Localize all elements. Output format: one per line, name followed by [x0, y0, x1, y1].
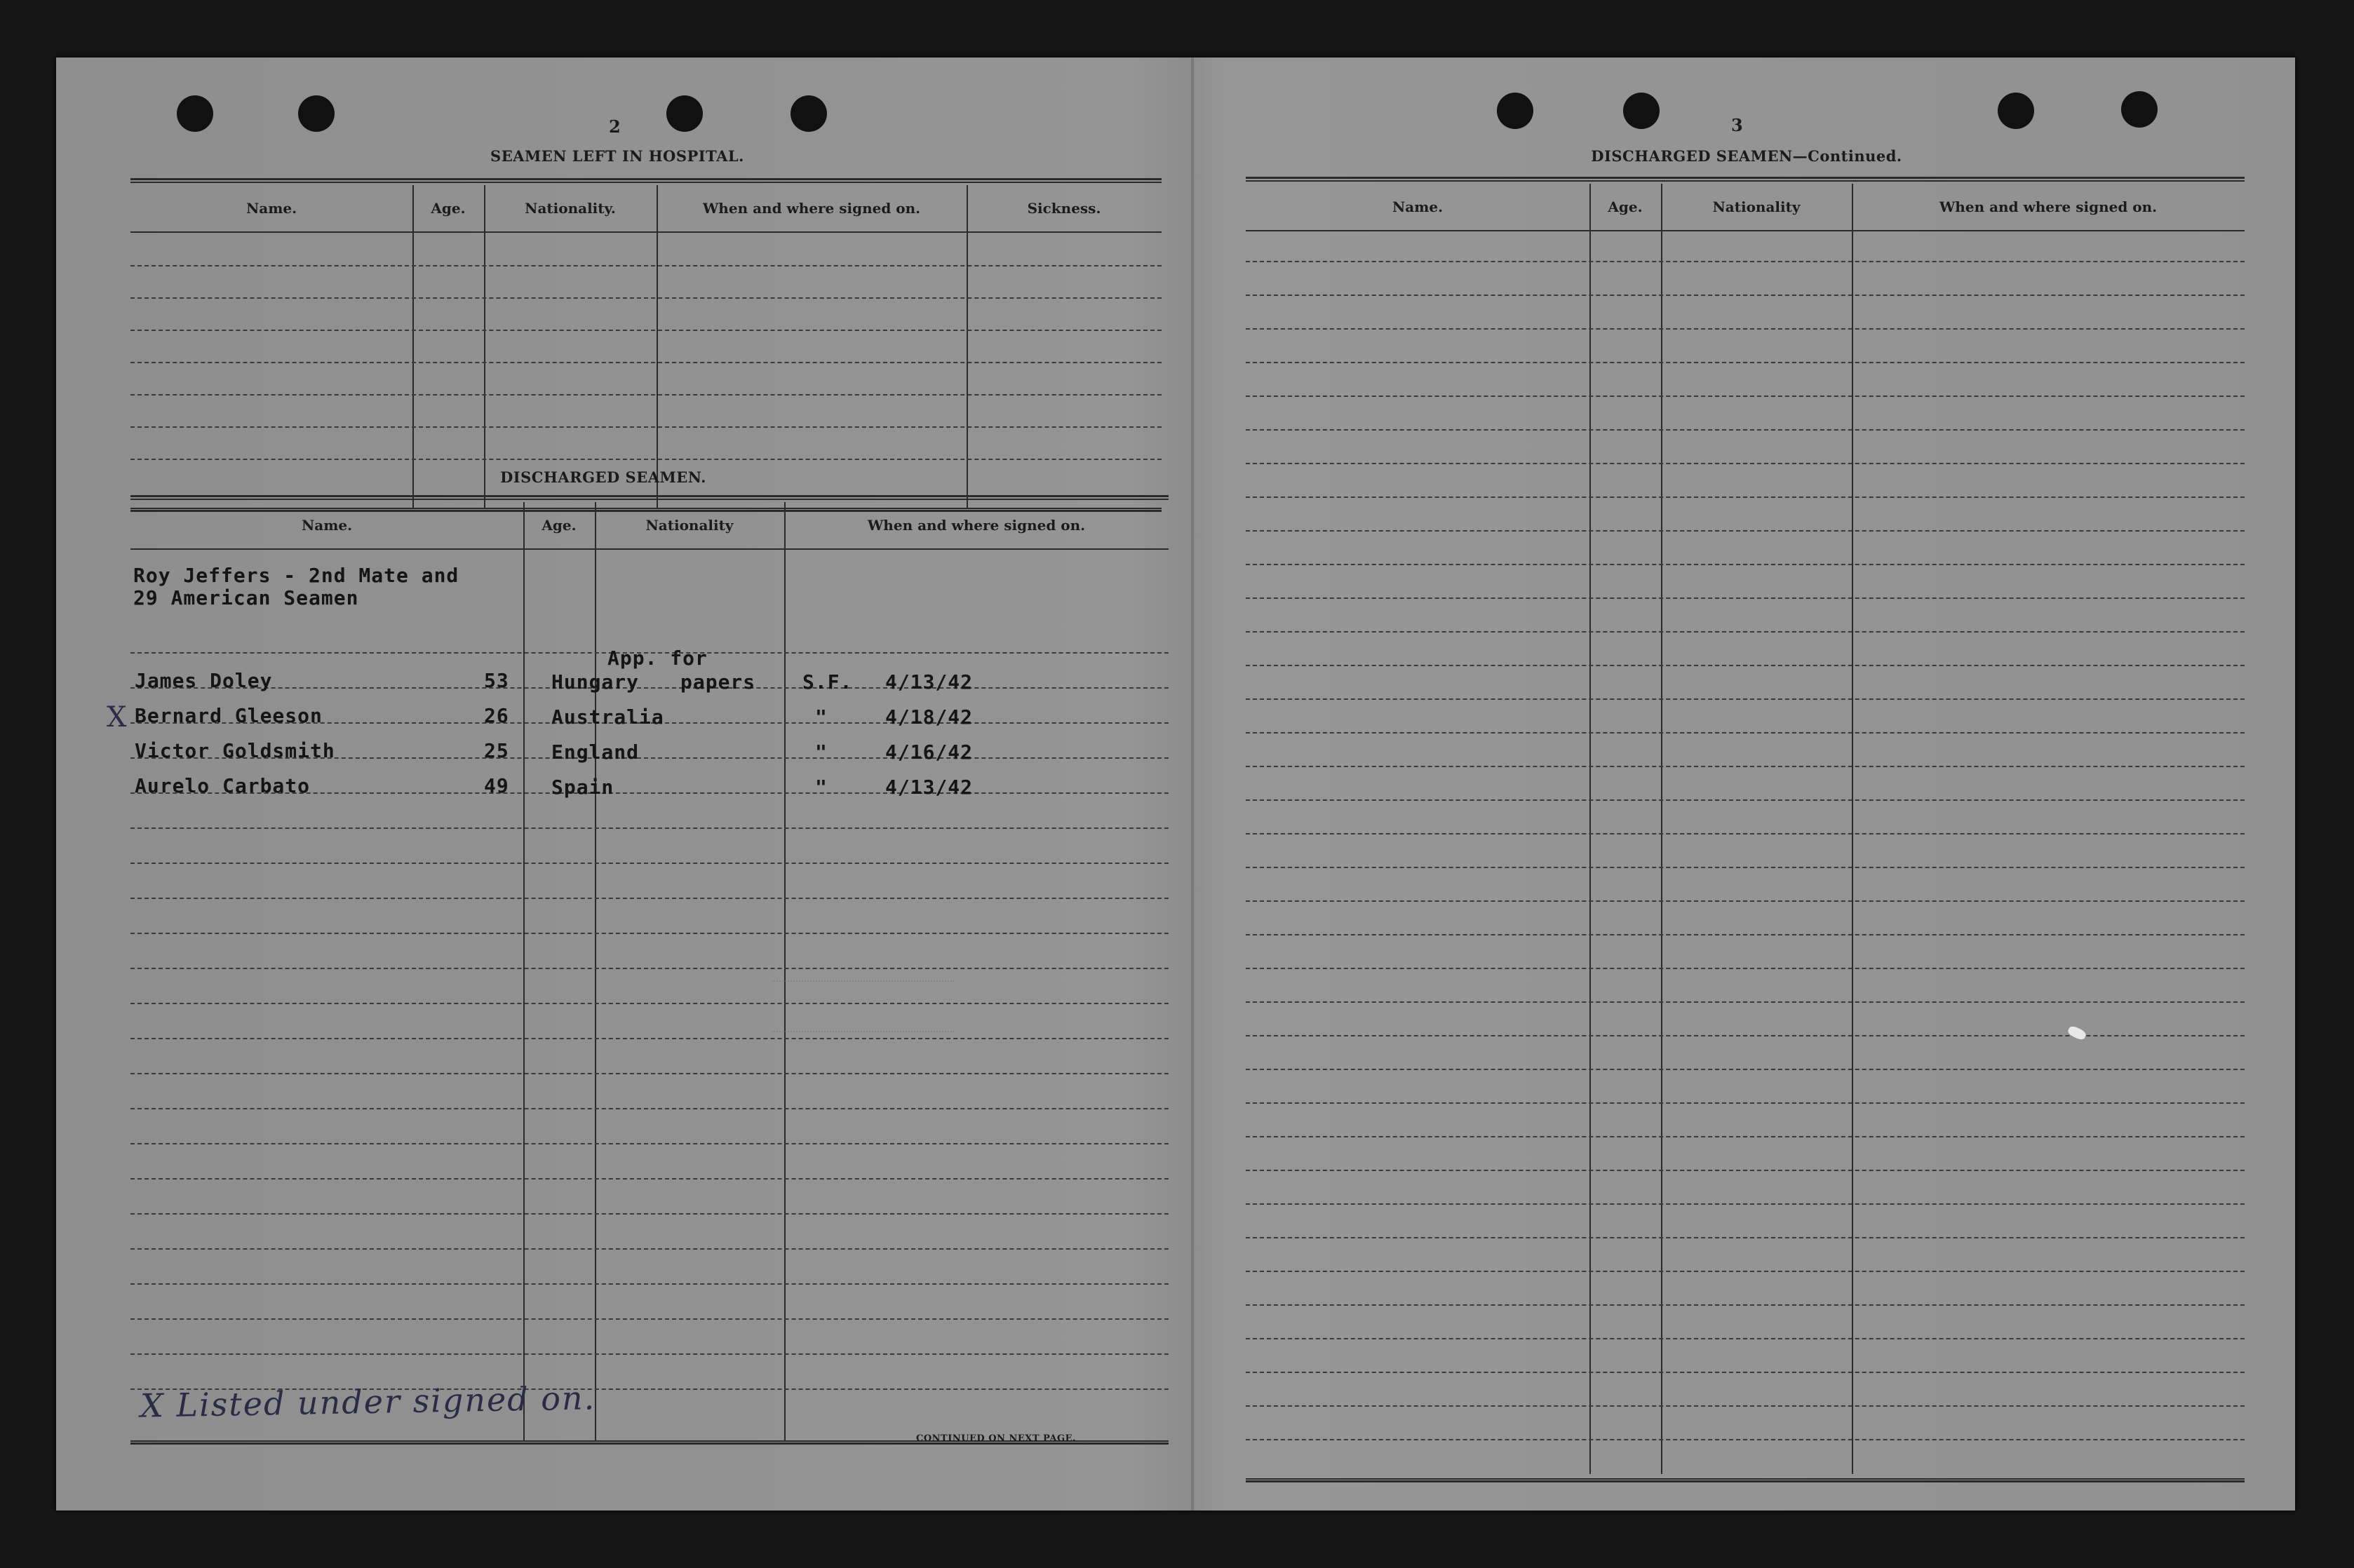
punch-hole	[298, 95, 335, 132]
seaman-date: 4/13/42	[885, 670, 974, 694]
col-name: Name.	[246, 200, 297, 217]
row-rule	[1246, 530, 2245, 532]
seaman-name: James Doley	[135, 669, 273, 692]
discharged-table-right	[1246, 177, 2245, 1489]
col-nationality: Nationality.	[525, 200, 616, 217]
row-rule	[1246, 261, 2245, 262]
row-rule	[1246, 900, 2245, 902]
seaman-date: 4/13/42	[885, 776, 974, 799]
seaman-place: "	[815, 741, 828, 764]
row-rule	[1246, 766, 2245, 767]
row-rule	[1246, 631, 2245, 633]
col-age: Age.	[431, 200, 466, 217]
punch-hole	[2121, 91, 2158, 128]
hospital-table	[130, 178, 1162, 516]
col-signed-on: When and where signed on.	[1939, 198, 2158, 215]
row-rule	[1246, 1439, 2245, 1440]
col-nationality: Nationality	[1712, 198, 1801, 215]
punch-hole	[177, 95, 213, 132]
discharged-table-left	[130, 495, 1169, 1456]
page-number-left: 2	[609, 116, 621, 137]
row-rule	[1246, 732, 2245, 734]
row-rule	[1246, 496, 2245, 498]
seaman-age: 26	[484, 704, 509, 727]
row-rule	[1246, 1069, 2245, 1070]
row-rule	[1246, 1372, 2245, 1373]
row-rule	[1246, 362, 2245, 363]
page-fold	[1191, 58, 1194, 1510]
row-rule	[1246, 1136, 2245, 1137]
punch-hole	[1497, 93, 1533, 129]
seaman-place: "	[815, 705, 828, 729]
hospital-section-title: SEAMEN LEFT IN HOSPITAL.	[490, 147, 744, 165]
note-line-2: 29 American Seamen	[133, 586, 359, 609]
row-rule	[1246, 396, 2245, 397]
col-nationality: Nationality	[645, 517, 734, 534]
row-rule	[1246, 597, 2245, 599]
seaman-name: Victor Goldsmith	[135, 739, 335, 762]
row-rule	[1246, 1203, 2245, 1205]
row-rule	[1246, 1338, 2245, 1339]
seaman-place: S.F.	[802, 670, 853, 694]
seaman-age: 49	[484, 774, 509, 797]
seaman-name: Aurelo Carbato	[135, 774, 311, 797]
seaman-place: "	[815, 776, 828, 799]
row-rule	[1246, 1405, 2245, 1407]
punch-hole	[1623, 93, 1660, 129]
row-rule	[1246, 328, 2245, 330]
seaman-age: 53	[484, 669, 509, 692]
row-rule	[1246, 867, 2245, 868]
x-mark: X	[107, 701, 128, 734]
discharged-continued-title: DISCHARGED SEAMEN—Continued.	[1591, 147, 1902, 165]
row-rule	[1246, 1271, 2245, 1272]
row-rule	[1246, 1237, 2245, 1238]
row-rule	[1246, 1170, 2245, 1171]
seaman-nationality: Australia	[551, 705, 664, 729]
note-line-1: Roy Jeffers - 2nd Mate and	[133, 564, 459, 587]
row-rule	[1246, 833, 2245, 834]
page-number-right: 3	[1731, 115, 1743, 135]
row-rule	[1246, 934, 2245, 935]
row-rule	[1246, 1001, 2245, 1003]
seaman-date: 4/18/42	[885, 705, 974, 729]
handwritten-note: X Listed under signed on.	[140, 1379, 596, 1425]
seaman-age: 25	[484, 739, 509, 762]
row-rule	[1246, 429, 2245, 431]
row-rule	[1246, 968, 2245, 969]
col-signed-on: When and where signed on.	[867, 517, 1086, 534]
col-signed-on: When and where signed on.	[702, 200, 921, 217]
col-name: Name.	[1392, 198, 1444, 215]
row-rule	[1246, 295, 2245, 296]
col-age: Age.	[1608, 198, 1643, 215]
row-rule	[1246, 665, 2245, 666]
document-sheet	[56, 58, 2295, 1510]
col-sickness: Sickness.	[1027, 200, 1101, 217]
row-rule	[1246, 463, 2245, 464]
row-rule	[1246, 1035, 2245, 1036]
col-name: Name.	[301, 517, 353, 534]
seaman-name: Bernard Gleeson	[135, 704, 323, 727]
show-through-marks	[772, 980, 954, 1032]
seaman-nationality: Spain	[551, 776, 614, 799]
seaman-date: 4/16/42	[885, 741, 974, 764]
punch-hole	[666, 95, 703, 132]
col-age: Age.	[542, 517, 577, 534]
seaman-nationality: Hungary	[551, 670, 640, 694]
continued-footer: CONTINUED ON NEXT PAGE.	[916, 1433, 1076, 1444]
row-rule	[1246, 1304, 2245, 1306]
row-rule	[1246, 698, 2245, 700]
punch-hole	[1998, 93, 2034, 129]
row-rule	[1246, 1102, 2245, 1104]
seaman-nationality: England	[551, 741, 640, 764]
app-for-note: App. for	[607, 647, 708, 670]
row-rule	[1246, 564, 2245, 565]
punch-hole	[791, 95, 827, 132]
discharged-section-title: DISCHARGED SEAMEN.	[500, 468, 706, 486]
row-rule	[1246, 799, 2245, 801]
seaman-extra: papers	[680, 670, 756, 694]
